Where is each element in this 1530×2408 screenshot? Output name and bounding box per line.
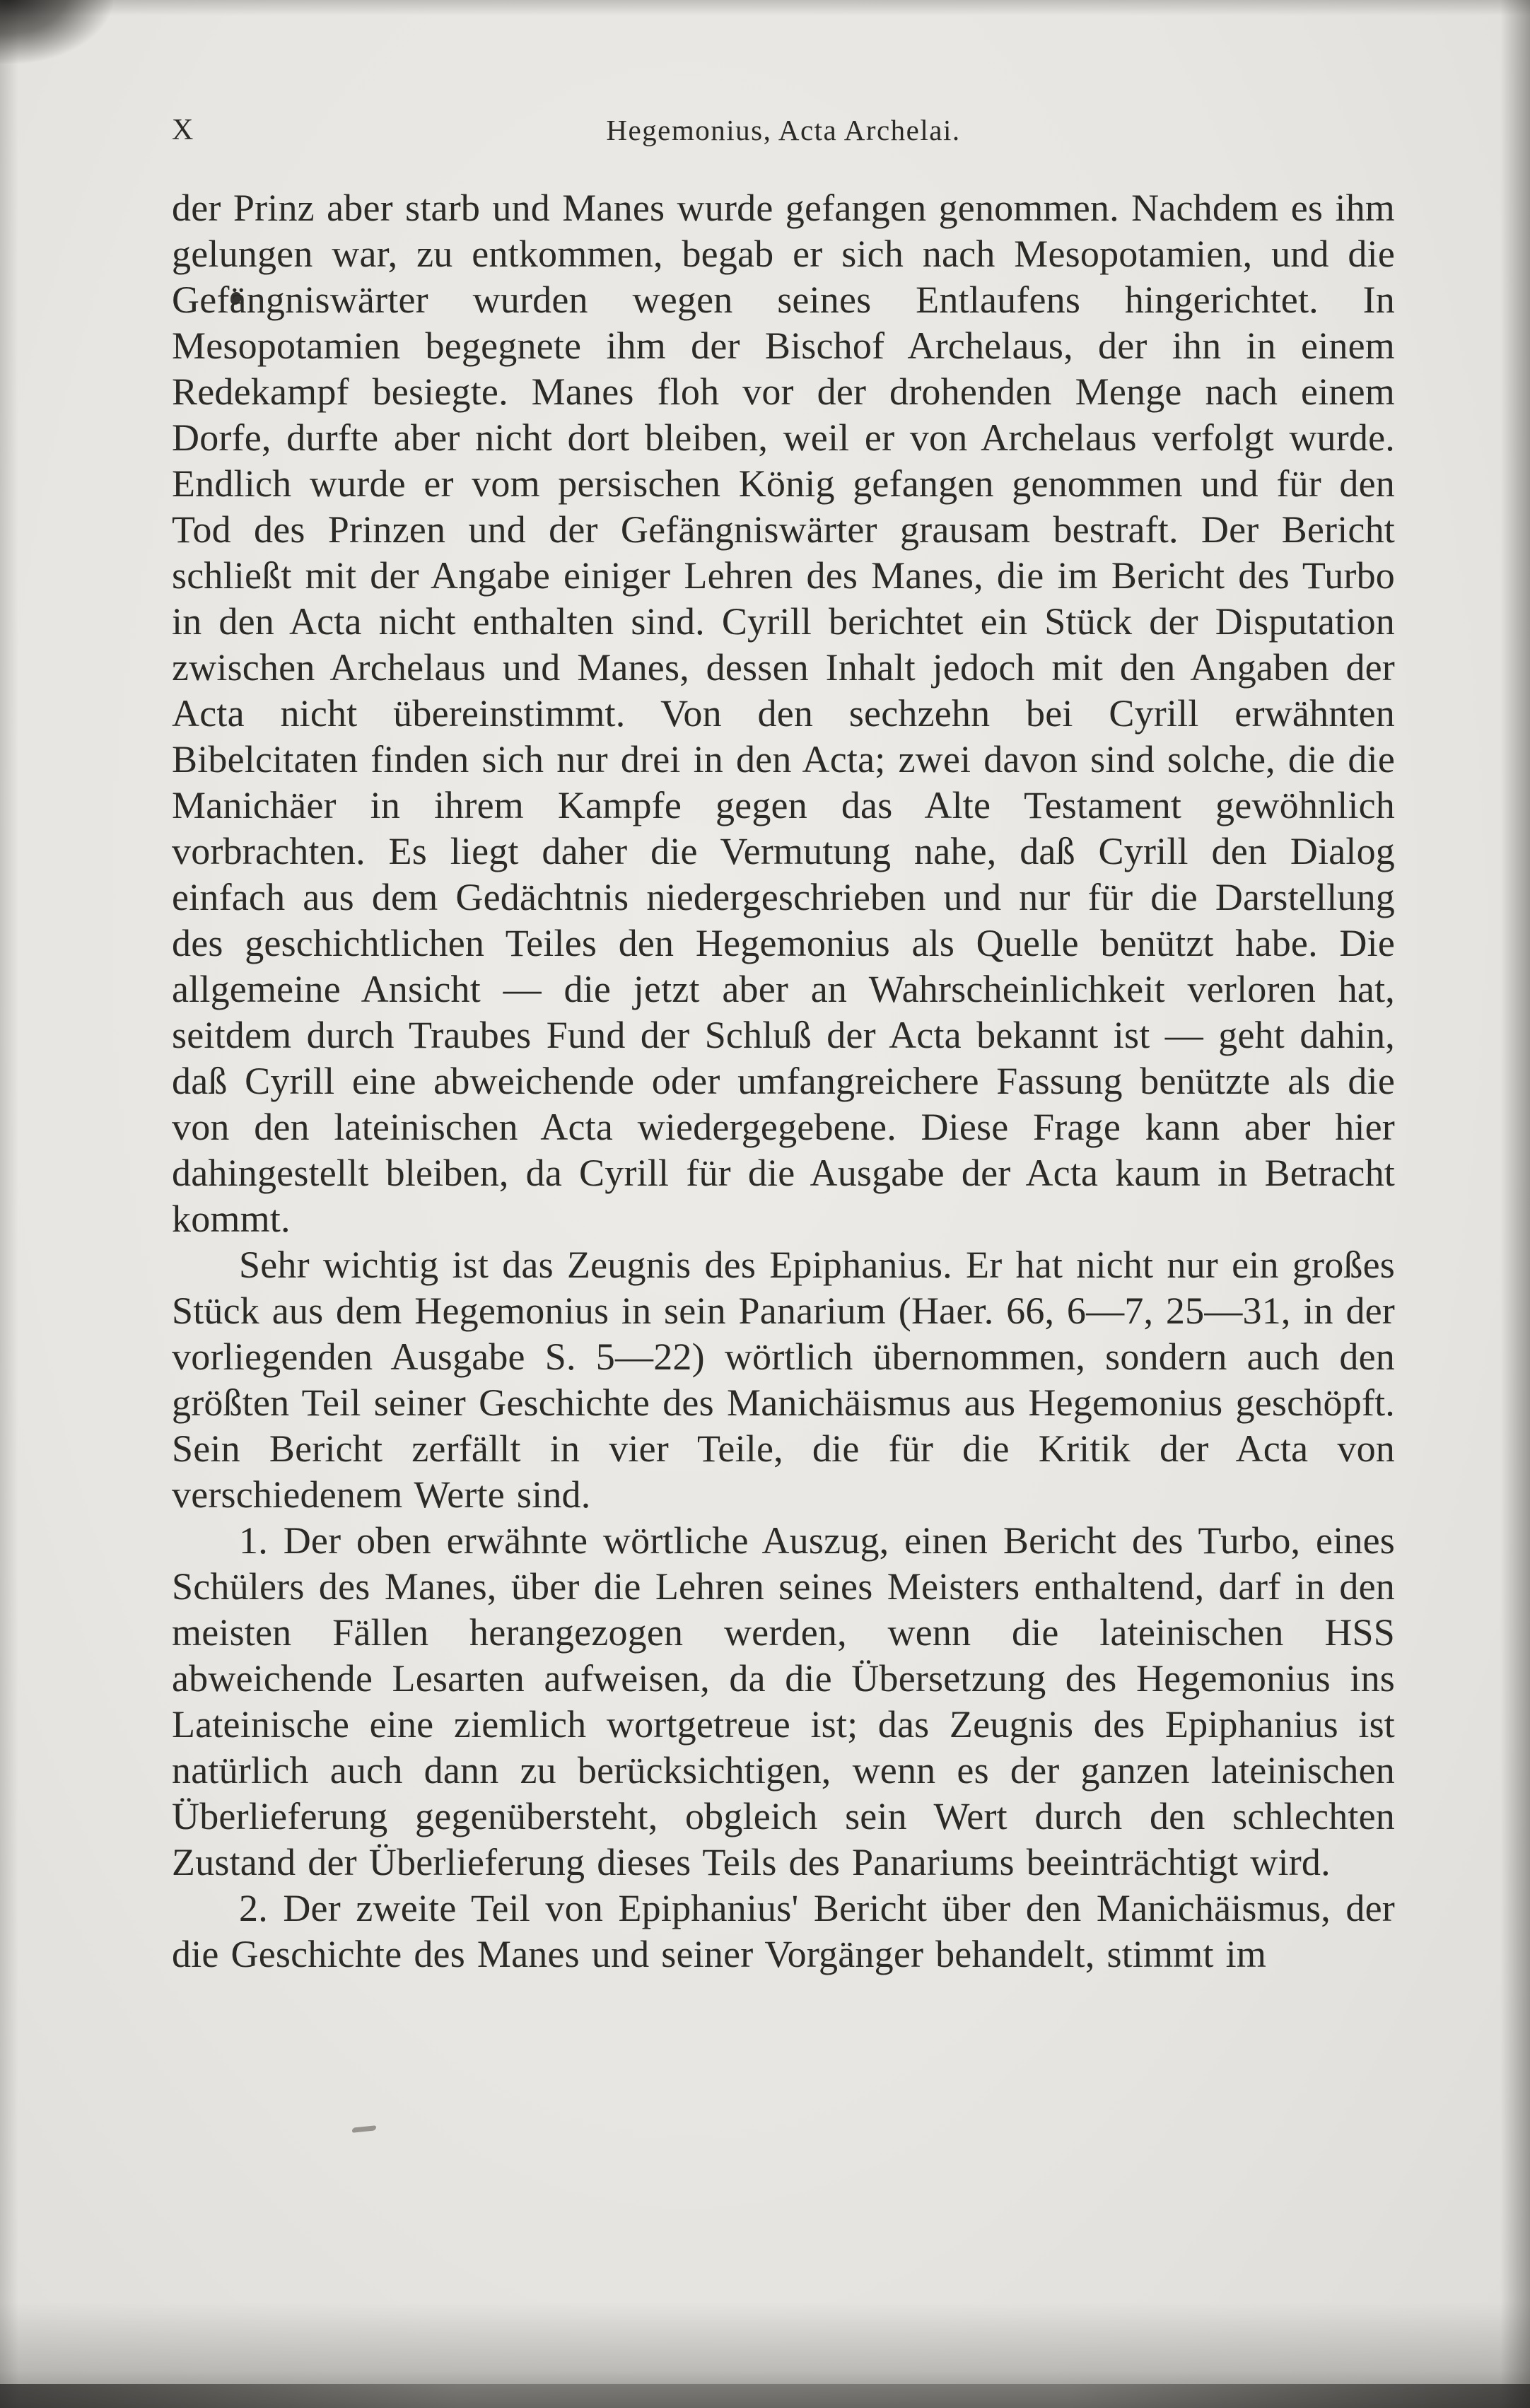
paragraph-list-item-2: 2. Der zweite Teil von Epiphanius' Bericht über den Manichäismus, der die Geschichte des Manes und seiner Vorgänger behandelt, stimmt im bbox=[172, 1887, 1395, 1975]
scan-smudge-top-left-corner bbox=[0, 0, 113, 64]
running-title: Hegemonius, Acta Archelai. bbox=[606, 114, 961, 146]
paragraph-epiphanius-testimony: Sehr wichtig ist das Zeugnis des Epiphanius. Er hat nicht nur ein großes Stück aus dem Hegemonius in sein Panarium (Haer. 66, 6—7, 25—31, in der vorliegenden Ausgabe S. 5—22) wörtlich übernommen, sondern auch den größten Teil seiner Geschichte des Manichäismus aus Hegemonius geschöpft. Sein Bericht zerfällt in vier Teile, die für die Kritik der Acta von verschiedenem Werte sind. bbox=[172, 1244, 1395, 1516]
scan-shadow-top-edge bbox=[0, 0, 1530, 16]
page-number: X bbox=[172, 114, 194, 146]
ink-squiggle-artifact bbox=[351, 2125, 376, 2133]
scan-shadow-right-edge bbox=[1500, 0, 1530, 2408]
scan-dark-bottom-strip bbox=[0, 2384, 1530, 2408]
paragraph-list-item-1: 1. Der oben erwähnte wörtliche Auszug, einen Bericht des Turbo, eines Schülers des Manes, über die Lehren seines Meisters enthaltend, darf in den meisten Fällen herangezogen werden, wenn die lateinischen HSS abweichende Lesarten aufweisen, da die Übersetzung des Hegemonius ins Lateinische eine ziemlich wortgetreue ist; das Zeugnis des Epiphanius ist natürlich auch dann zu berücksichtigen, wenn es der ganzen lateinischen Überlieferung gegenübersteht, obgleich sein Wert durch den schlechten Zustand der Überlieferung dieses Teils des Panariums beeinträchtigt wird. bbox=[172, 1519, 1395, 1883]
running-header bbox=[172, 113, 1395, 150]
scan-shadow-left-edge bbox=[0, 0, 18, 2408]
paragraph-continuation: der Prinz aber starb und Manes wurde gefangen genommen. Nachdem es ihm gelungen war, zu entkommen, begab er sich nach Mesopotamien, und die Gefängniswärter wurden wegen seines Entlaufens hingerichtet. In Mesopotamien begegnete ihm der Bischof Archelaus, der ihn in einem Redekampf besiegte. Manes floh vor der drohenden Menge nach einem Dorfe, durfte aber nicht dort bleiben, weil er von Archelaus verfolgt wurde. Endlich wurde er vom persischen König gefangen genommen und für den Tod des Prinzen und der Gefängniswärter grausam bestraft. Der Bericht schließt mit der Angabe einiger Lehren des Manes, die im Bericht des Turbo in den Acta nicht enthalten sind. Cyrill berichtet ein Stück der Disputation zwischen Archelaus und Manes, dessen Inhalt jedoch mit den Angaben der Acta nicht übereinstimmt. Von den sechzehn bei Cyrill erwähnten Bibelcitaten finden sich nur drei in den Acta; zwei davon sind solche, die die Manichäer in ihrem Kampfe gegen das Alte Testament gewöhnlich vorbrachten. Es liegt daher die Vermutung nahe, daß Cyrill den Dialog einfach aus dem Gedächtnis niedergeschrieben und nur für die Darstellung des geschichtlichen Teiles den Hegemonius als Quelle benützt habe. Die allgemeine Ansicht — die jetzt aber an Wahrscheinlichkeit verloren hat, seitdem durch Traubes Fund der Schluß der Acta bekannt ist — geht dahin, daß Cyrill eine abweichende oder umfangreichere Fassung benützte als die von den lateinischen Acta wiedergegebene. Diese Frage kann aber hier dahingestellt bleiben, da Cyrill für die Ausgabe der Acta kaum in Betracht kommt. bbox=[172, 187, 1395, 1240]
body-text-block bbox=[172, 185, 1395, 1977]
